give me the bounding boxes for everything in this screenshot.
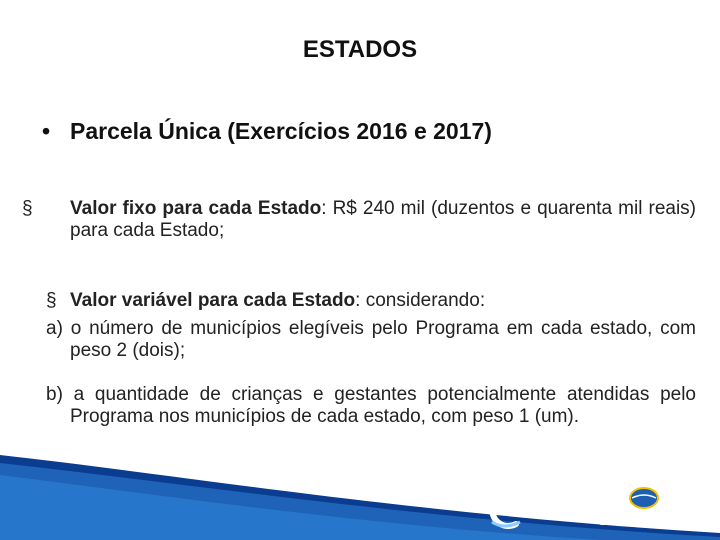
fixed-value-label: Valor fixo para cada Estado — [70, 198, 322, 219]
slide-title: ESTADOS — [302, 36, 418, 63]
fixed-value-paragraph — [22, 198, 696, 242]
variable-value-text: : considerando: — [355, 290, 486, 311]
bullet-dot: • — [42, 118, 51, 144]
brasil-logo: BRASIL — [600, 505, 688, 530]
logo-crianca-line2: feliz — [528, 505, 560, 522]
square-bullet-icon: § — [46, 290, 57, 311]
item-a: a) o número de municípios elegíveis pelo Programa em cada estado, com peso 2 (dois); — [46, 318, 696, 361]
variable-value-label: Valor variável para cada Estado — [70, 290, 356, 311]
variable-value-paragraph — [46, 290, 672, 312]
main-bullet — [42, 118, 492, 145]
main-bullet-text: Parcela Única (Exercícios 2016 e 2017) — [70, 118, 492, 144]
fixed-value-text: : R$ 240 mil (duzentos e quarenta mil reais) para cada Estado; — [70, 198, 696, 241]
logo-crianca-line1: criança — [528, 489, 585, 506]
crianca-feliz-logo — [528, 490, 584, 522]
item-b: b) a quantidade de crianças e gestantes potencialmente atendidas pelo Programa nos municípios de cada estado, com peso 1 (um). — [46, 384, 696, 427]
square-bullet-icon: § — [22, 198, 33, 219]
